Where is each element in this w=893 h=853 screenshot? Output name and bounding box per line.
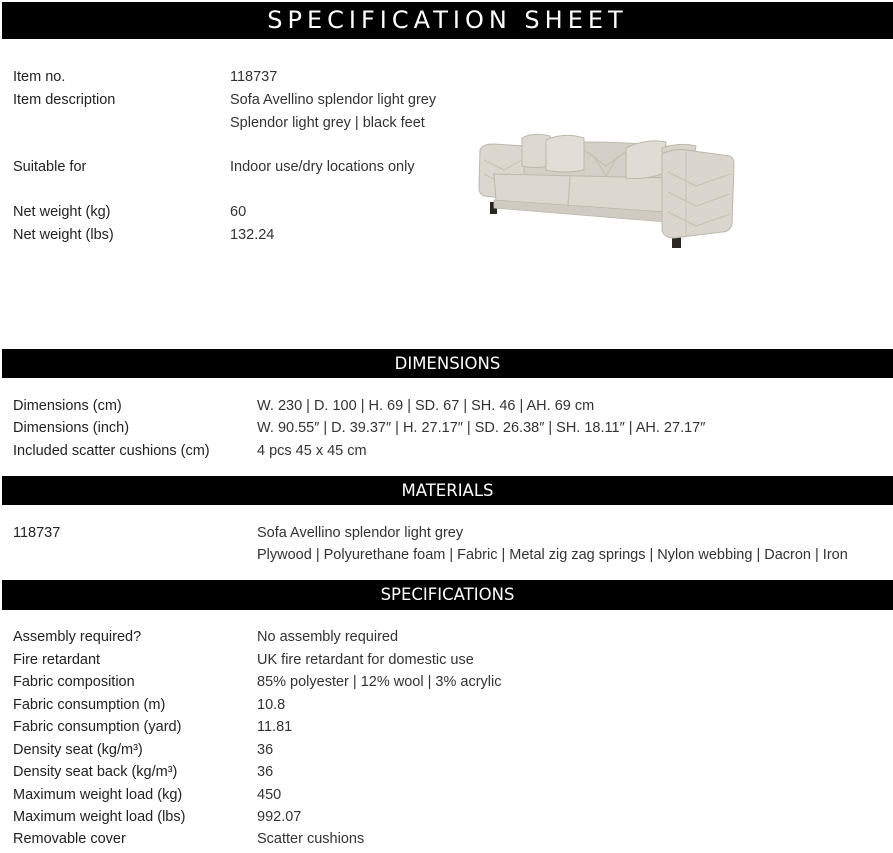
- scatter-cushion: [626, 141, 666, 179]
- suitable-for-label: Suitable for: [13, 159, 87, 175]
- net-weight-lbs-label: Net weight (lbs): [13, 227, 114, 243]
- spec-value: 450: [257, 787, 282, 803]
- spec-label: Fabric composition: [13, 674, 135, 690]
- dimensions-cm-label: Dimensions (cm): [13, 398, 122, 414]
- net-weight-kg-value: 60: [230, 204, 247, 220]
- spec-label: Maximum weight load (kg): [13, 787, 183, 803]
- spec-value: UK fire retardant for domestic use: [257, 652, 474, 668]
- spec-label: Assembly required?: [13, 629, 142, 645]
- spec-label: Maximum weight load (lbs): [13, 809, 186, 825]
- spec-value: 85% polyester | 12% wool | 3% acrylic: [257, 674, 502, 690]
- item-no-value: 118737: [230, 69, 278, 85]
- spec-label: Density seat back (kg/m³): [13, 764, 178, 780]
- item-description-value: Sofa Avellino splendor light grey: [230, 92, 437, 108]
- spec-value: 36: [257, 742, 274, 758]
- scatter-cushions-value: 4 pcs 45 x 45 cm: [257, 443, 367, 459]
- materials-header: MATERIALS: [2, 476, 893, 505]
- dimensions-inch-value: W. 90.55″ | D. 39.37″ | H. 27.17″ | SD. 26.38″ | SH. 18.11″ | AH. 27.17″: [257, 420, 706, 436]
- specifications-header: SPECIFICATIONS: [2, 580, 893, 610]
- spec-label: Fabric consumption (m): [13, 697, 166, 713]
- spec-value: 11.81: [257, 719, 293, 735]
- materials-code: 118737: [13, 525, 61, 541]
- spec-label: Removable cover: [13, 831, 126, 847]
- page-title: SPECIFICATION SHEET: [2, 2, 893, 39]
- materials-product: Sofa Avellino splendor light grey: [257, 525, 464, 541]
- sofa-image: [474, 126, 742, 252]
- dimensions-header: DIMENSIONS: [2, 349, 893, 378]
- suitable-for-value: Indoor use/dry locations only: [230, 159, 415, 175]
- spec-label: Density seat (kg/m³): [13, 742, 143, 758]
- spec-value: Scatter cushions: [257, 831, 365, 847]
- item-description-label: Item description: [13, 92, 116, 108]
- item-no-label: Item no.: [13, 69, 66, 85]
- spec-value: 992.07: [257, 809, 302, 825]
- scatter-cushion: [546, 135, 584, 172]
- item-description-detail: Splendor light grey | black feet: [230, 115, 425, 131]
- dimensions-inch-label: Dimensions (inch): [13, 420, 130, 436]
- net-weight-kg-label: Net weight (kg): [13, 204, 111, 220]
- materials-list: Plywood | Polyurethane foam | Fabric | Metal zig zag springs | Nylon webbing | Dacron | Iron: [257, 547, 848, 563]
- net-weight-lbs-value: 132.24: [230, 227, 275, 243]
- scatter-cushions-label: Included scatter cushions (cm): [13, 443, 210, 459]
- spec-label: Fire retardant: [13, 652, 101, 668]
- spec-value: No assembly required: [257, 629, 399, 645]
- spec-value: 10.8: [257, 697, 286, 713]
- spec-label: Fabric consumption (yard): [13, 719, 182, 735]
- spec-value: 36: [257, 764, 274, 780]
- dimensions-cm-value: W. 230 | D. 100 | H. 69 | SD. 67 | SH. 46 | AH. 69 cm: [257, 398, 595, 414]
